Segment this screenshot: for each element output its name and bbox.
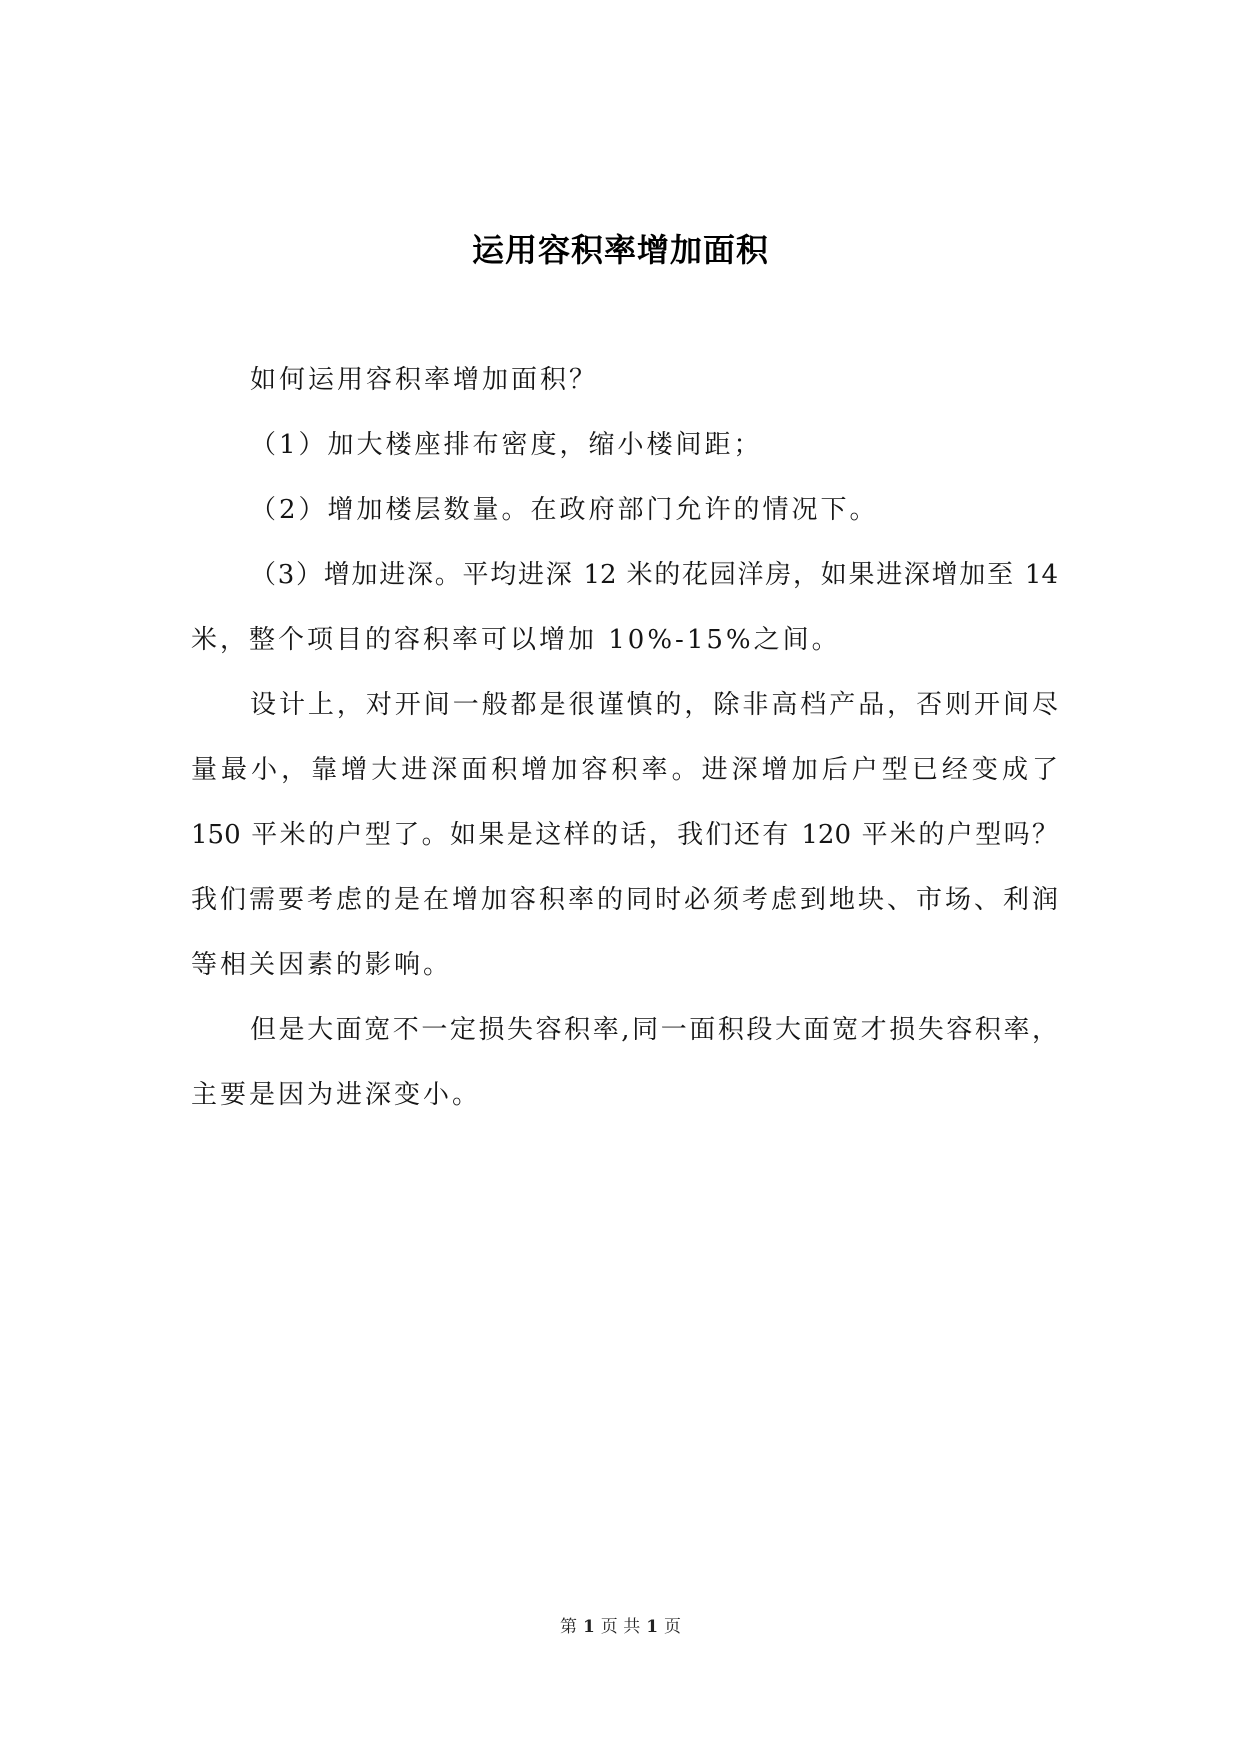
page-label-prefix: 第 [559,1617,577,1637]
paragraph-line: 主要是因为进深变小。 [191,1080,482,1110]
page-label-middle: 页 共 [600,1617,641,1637]
paragraph-line: （3）增加进深。平均进深 12 米的花园洋房，如果进深增加至 14 [250,560,1058,590]
paragraph-line: 米，整个项目的容积率可以增加 10%-15%之间。 [191,625,841,655]
paragraph-line: 设计上，对开间一般都是很谨慎的，除非高档产品，否则开间尽 [250,690,1058,720]
total-pages-number: 1 [646,1617,659,1637]
current-page-number: 1 [582,1617,595,1637]
page-label-suffix: 页 [664,1617,682,1637]
paragraph-line: （1）加大楼座排布密度，缩小楼间距； [250,430,763,460]
paragraph-line: 如何运用容积率增加面积？ [250,365,599,395]
paragraph-item-1 [191,413,1058,478]
paragraph-frontage [191,998,1058,1128]
paragraph-question [191,348,1058,413]
paragraph-design [191,673,1058,998]
paragraph-line: 量最小，靠增大进深面积增加容积率。进深增加后户型已经变成了 [191,755,1058,785]
paragraph-line: 我们需要考虑的是在增加容积率的同时必须考虑到地块、市场、利润 [191,885,1058,915]
document-body [191,348,1058,1128]
document-title: 运用容积率增加面积 [471,231,769,269]
paragraph-line: 150 平米的户型了。如果是这样的话，我们还有 120 平米的户型吗？ [191,820,1058,850]
paragraph-line: 等相关因素的影响。 [191,950,453,980]
page-number-footer [0,1614,1241,1640]
paragraph-item-3 [191,543,1058,673]
paragraph-item-2 [191,478,1058,543]
paragraph-line: 但是大面宽不一定损失容积率,同一面积段大面宽才损失容积率， [250,1015,1058,1045]
paragraph-line: （2）增加楼层数量。在政府部门允许的情况下。 [250,495,879,525]
